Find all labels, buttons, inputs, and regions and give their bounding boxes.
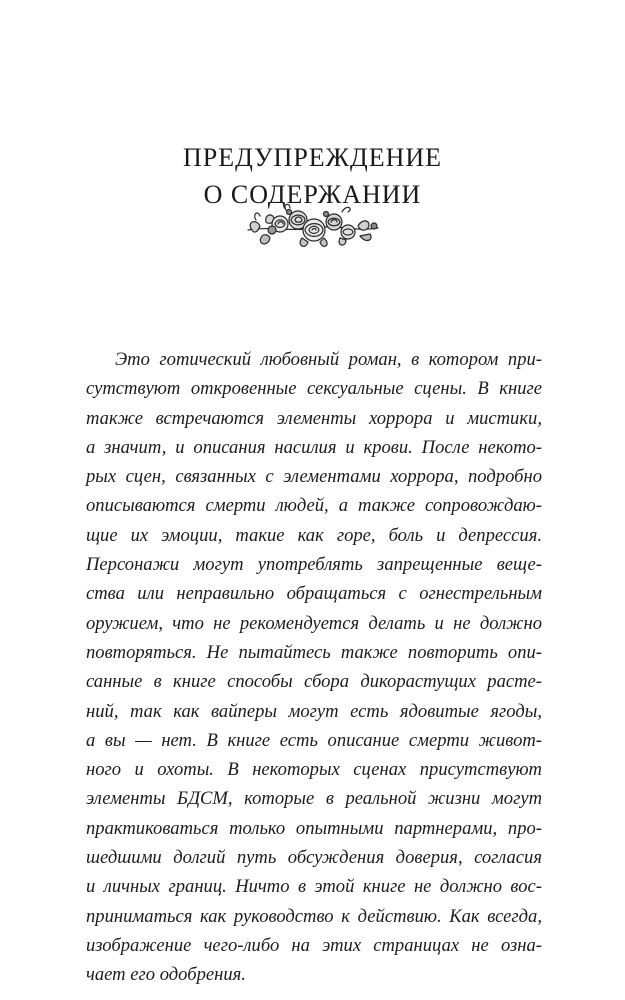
title-line-1: ПРЕДУПРЕЖДЕНИЕ (182, 143, 443, 173)
text-line: элементы БДСМ, которые в реальной жизни могут (86, 788, 542, 810)
text-line: щие их эмоции, такие как горе, боль и депрессия. (86, 524, 542, 546)
content-warning-paragraph (86, 345, 542, 990)
text-line: приниматься как руководство к действию. Как всегда, (86, 905, 542, 927)
text-line: и личных границ. Ничто в этой книге не должно вос- (86, 876, 542, 898)
text-line: повторяться. Не пытайтесь также повторить опи- (86, 641, 542, 663)
title-line-2: О СОДЕРЖАНИИ (203, 180, 422, 210)
text-line: санные в книге способы сбора дикорастущих расте- (86, 671, 542, 693)
text-line: сутствуют откровенные сексуальные сцены. В книге (86, 378, 542, 400)
rose-garland-icon (242, 200, 384, 256)
text-line: ства или неправильно обращаться с огнестрельным (86, 583, 542, 605)
text-line: чает его одобрения. (86, 964, 246, 986)
text-line: описываются смерти людей, а также сопровождаю- (86, 495, 542, 517)
text-line: Это готический любовный роман, в котором при- (115, 349, 542, 370)
text-line: ний, так как вайперы могут есть ядовитые ягоды, (86, 700, 542, 722)
text-line: также встречаются элементы хоррора и мистики, (86, 407, 542, 429)
text-line: рых сцен, связанных с элементами хоррора, подробно (86, 466, 542, 488)
text-line: а вы — нет. В книге есть описание смерти живот- (86, 729, 542, 751)
text-line: ного и охоты. В некоторых сценах присутствуют (86, 759, 542, 781)
text-line: шедшими долгий путь обсуждения доверия, согласия (86, 847, 542, 869)
text-line: а значит, и описания насилия и крови. После некото- (86, 436, 542, 458)
text-line: оружием, что не рекомендуется делать и не должно (86, 612, 542, 634)
text-line: Персонажи могут употреблять запрещенные веще- (86, 554, 542, 576)
text-line: изображение чего-либо на этих страницах не озна- (86, 934, 542, 956)
text-line: практиковаться только опытными партнерами, про- (86, 817, 542, 839)
